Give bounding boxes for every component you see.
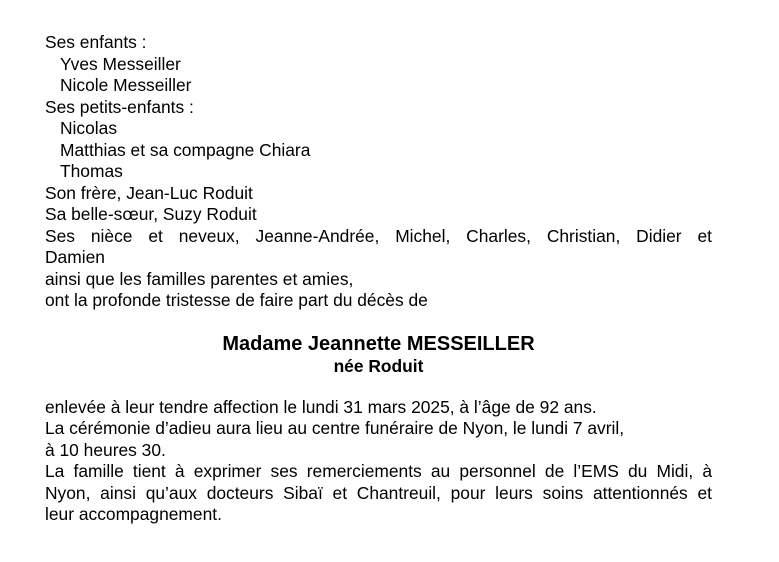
grandchildren-heading: Ses petits-enfants : <box>45 96 194 117</box>
brother-line: Son frère, Jean-Luc Roduit <box>45 182 253 203</box>
sister-in-law-line: Sa belle-sœur, Suzy Roduit <box>45 204 257 224</box>
grandchild-name: Thomas <box>60 161 123 181</box>
ceremony-line: La cérémonie d’adieu aura lieu au centre funéraire de Nyon, le lundi 7 avril, <box>45 418 625 438</box>
niece-nephews-line: Ses nièce et neveux, Jeanne-Andrée, Michel, Charles, Christian, Didier et <box>45 225 712 246</box>
ceremony-time-line: à 10 heures 30. <box>45 439 166 460</box>
relatives-line: ainsi que les familles parentes et amies, <box>45 268 354 289</box>
thanks-line: La famille tient à exprimer ses remerciements au personnel de l’EMS du Midi, à <box>45 461 712 481</box>
children-heading: Ses enfants : <box>45 32 147 52</box>
announcement-line: ont la profonde tristesse de faire part du décès de <box>45 290 428 310</box>
child-name: Nicole Messeiller <box>60 75 192 95</box>
thanks-line-end: leur accompagnement. <box>45 504 222 524</box>
child-name: Yves Messeiller <box>60 53 181 74</box>
obituary-notice <box>45 32 712 526</box>
grandchild-name: Matthias et sa compagne Chiara <box>60 139 311 160</box>
deceased-name: Madame Jeannette MESSEILLER <box>222 332 535 355</box>
death-details-line: enlevée à leur tendre affection le lundi 31 mars 2025, à l’âge de 92 ans. <box>45 396 597 417</box>
spacer <box>45 376 712 397</box>
grandchild-name: Nicolas <box>60 118 118 138</box>
niece-nephews-line-continued: Damien <box>45 247 105 267</box>
deceased-maiden-name: née Roduit <box>333 355 424 376</box>
thanks-line: Nyon, ainsi qu’aux docteurs Sibaï et Chantreuil, pour leurs soins attentionnés et <box>45 482 712 503</box>
